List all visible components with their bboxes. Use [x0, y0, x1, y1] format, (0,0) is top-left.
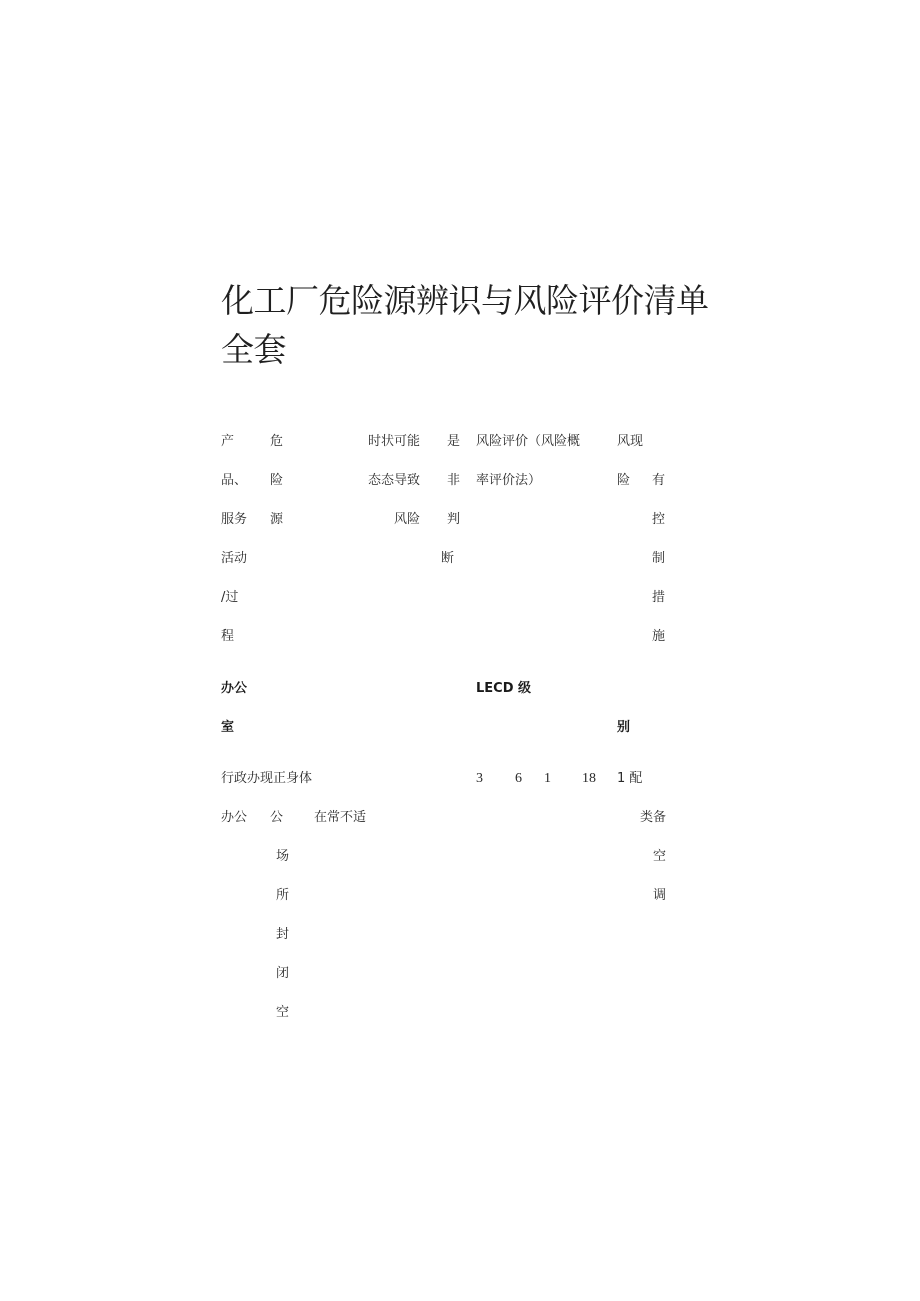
header-activity-3: 服务 — [221, 512, 248, 527]
header-activity-6: 程 — [221, 629, 235, 644]
row1-text: 行政办现正身体 — [221, 771, 313, 786]
header-state-3: 风险 — [394, 512, 421, 527]
header-control-3: 制 — [652, 551, 666, 566]
row2-state: 在常不适 — [314, 810, 367, 825]
row2-activity: 办公 — [221, 810, 248, 825]
header-control-5: 施 — [652, 629, 666, 644]
section-lecd: LECD 级 — [476, 681, 532, 696]
section-dept-2: 室 — [221, 720, 235, 735]
page-title: 化工厂危险源辨识与风险评价清单全套 — [221, 281, 709, 369]
header-control-1: 有 — [652, 473, 666, 488]
row1-D-value: 18 — [582, 771, 596, 786]
header-hazard-2: 险 — [270, 473, 284, 488]
row2-hazard-3: 所 — [276, 888, 290, 903]
header-control-4: 措 — [652, 590, 666, 605]
header-hazard-1: 危 — [270, 434, 284, 449]
header-judge-2: 非 — [447, 473, 461, 488]
row2-control-3: 调 — [653, 888, 667, 903]
section-level: 别 — [617, 720, 631, 735]
header-activity-2: 品、 — [221, 473, 248, 488]
header-judge-4: 断 — [441, 551, 455, 566]
row2-control-2: 空 — [653, 849, 667, 864]
row1-L-value: 3 — [476, 771, 483, 786]
header-state-1: 时状可能 — [368, 434, 421, 449]
section-dept-1: 办公 — [221, 681, 248, 696]
header-activity-4: 活动 — [221, 551, 248, 566]
header-risk-level-1: 风现 — [617, 434, 644, 449]
row2-hazard-6: 空 — [276, 1005, 290, 1020]
header-activity-5: /过 — [221, 590, 239, 605]
header-evaluation-1: 风险评价（风险概 — [476, 434, 581, 449]
row2-hazard-2: 场 — [276, 849, 290, 864]
row2-control-1: 类备 — [640, 810, 667, 825]
header-control-2: 控 — [652, 512, 666, 527]
header-judge-3: 判 — [447, 512, 461, 527]
header-judge-1: 是 — [447, 434, 461, 449]
row2-hazard-5: 闭 — [276, 966, 290, 981]
row2-hazard-4: 封 — [276, 927, 290, 942]
row2-hazard-1: 公 — [270, 810, 284, 825]
header-activity-1: 产 — [221, 434, 235, 449]
header-evaluation-2: 率评价法） — [476, 473, 542, 488]
header-state-2: 态态导致 — [368, 473, 421, 488]
header-risk-level-2: 险 — [617, 473, 631, 488]
row1-C-value: 1 — [544, 771, 551, 786]
row1-E-value: 6 — [515, 771, 522, 786]
header-hazard-3: 源 — [270, 512, 284, 527]
row1-level: 1 配 — [617, 771, 643, 786]
